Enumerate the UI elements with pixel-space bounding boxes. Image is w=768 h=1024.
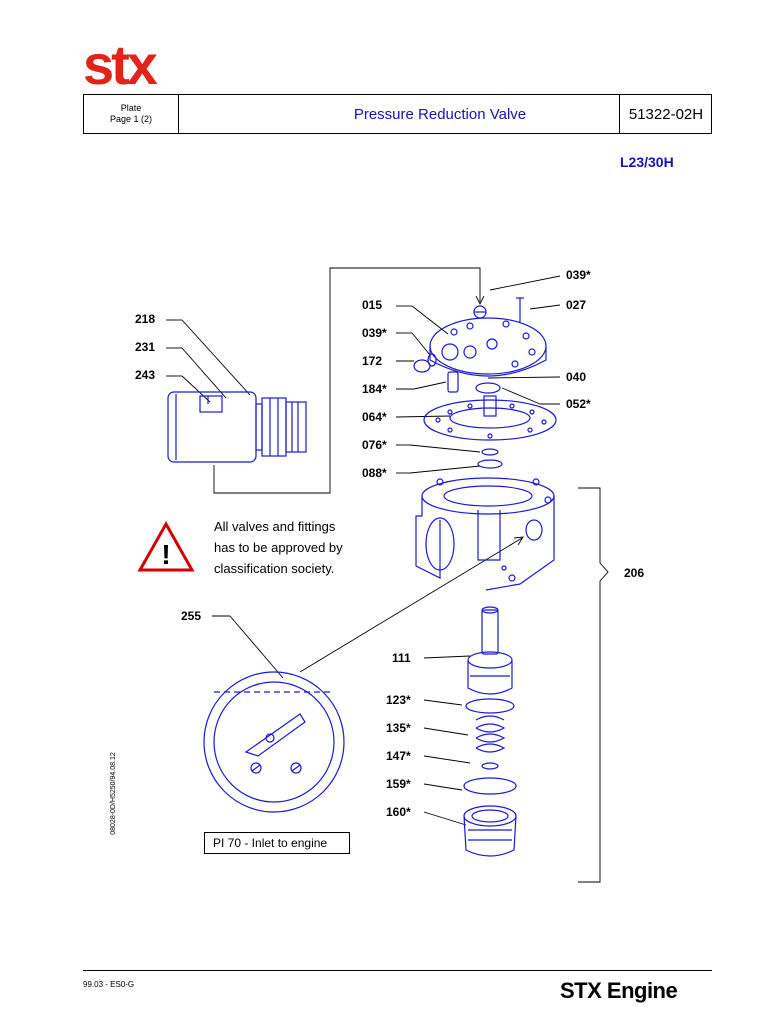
warning-line-2: has to be approved by: [214, 540, 343, 555]
callout-015: 015: [362, 298, 383, 312]
callout-160: 160*: [386, 805, 411, 819]
document-title: Pressure Reduction Valve: [353, 105, 527, 123]
callout-027: 027: [566, 298, 587, 312]
callout-088: 088*: [362, 466, 387, 480]
callout-231: 231: [135, 340, 156, 354]
diaphragm: [424, 396, 556, 468]
callout-135: 135*: [386, 721, 411, 735]
callout-147: 147*: [386, 749, 411, 763]
valve-cartridge: [464, 607, 516, 856]
logo-text: stx: [83, 40, 155, 90]
callout-255: 255: [181, 609, 202, 623]
valve-cover: [414, 298, 546, 393]
page-label: Page 1 (2): [109, 114, 153, 124]
callout-243: 243: [135, 368, 156, 382]
footer-code: 99.03 - ES0-G: [83, 980, 135, 989]
pressure-gauge: [204, 672, 344, 812]
warning-line-1: All valves and fittings: [214, 519, 336, 534]
side-code: 08028-0D/H5250/94.08.12: [109, 752, 117, 835]
warning-line-3: classification society.: [214, 561, 335, 576]
callout-052: 052*: [566, 397, 591, 411]
footer-divider: [83, 970, 712, 971]
callout-039-right: 039*: [566, 268, 591, 282]
footer-brand: STX Engine: [560, 978, 678, 1003]
gauge-label: PI 70 - Inlet to engine: [204, 832, 350, 854]
callout-123: 123*: [386, 693, 411, 707]
callout-159: 159*: [386, 777, 411, 791]
warning-text: [214, 516, 394, 579]
plate-number: 51322-02H: [619, 95, 712, 133]
callout-064: 064*: [362, 410, 387, 424]
callout-111: 111: [392, 651, 411, 665]
callout-184: 184*: [362, 382, 387, 396]
svg-text:!: !: [161, 539, 171, 570]
callout-218: 218: [135, 312, 156, 326]
callout-076: 076*: [362, 438, 387, 452]
engine-type: L23/30H: [620, 154, 674, 170]
callout-040: 040: [566, 370, 587, 384]
callout-206: 206: [624, 566, 645, 580]
callout-039-left: 039*: [362, 326, 387, 340]
plate-label: Plate: [120, 103, 142, 113]
solenoid-valve: [168, 392, 306, 462]
callout-172: 172: [362, 354, 383, 368]
valve-body: [416, 478, 554, 590]
